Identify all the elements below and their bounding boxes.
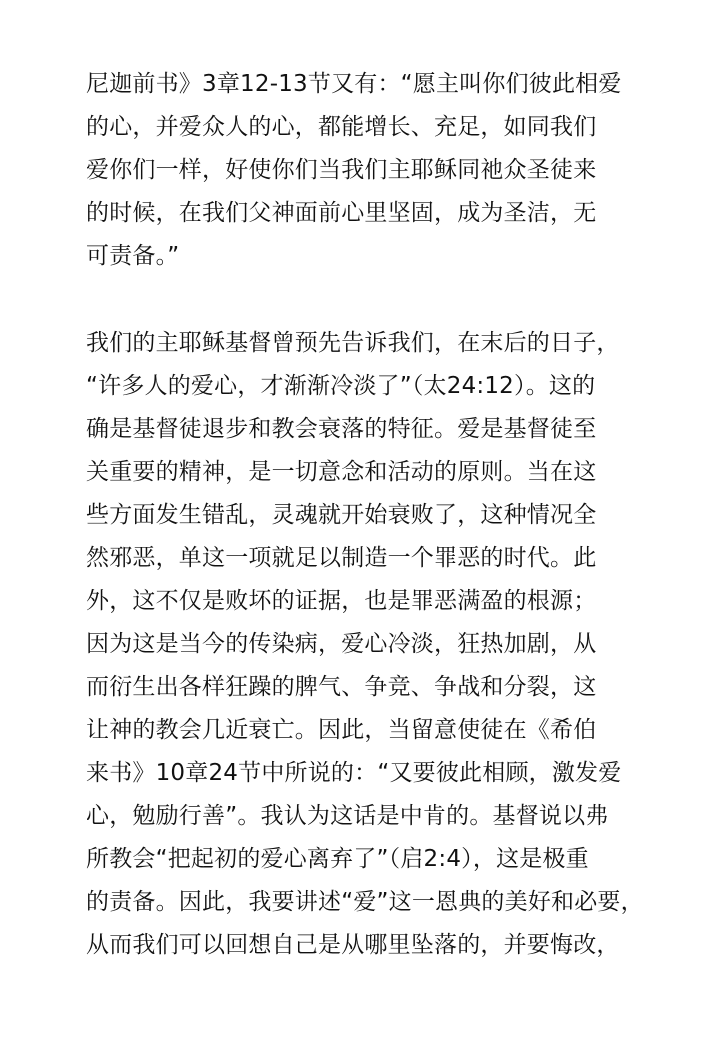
text-line: 所教会“把起初的爱心离弃了”（启2:4），这是极重 (86, 846, 589, 872)
text-line: 的责备。因此，我要讲述“爱”这一恩典的美好和必要， (86, 889, 644, 915)
text-line: 些方面发生错乱，灵魂就开始衰败了，这种情况全 (86, 502, 597, 528)
text-line: 因为这是当今的传染病，爱心冷淡，狂热加剧，从 (86, 631, 597, 657)
text-line: 从而我们可以回想自己是从哪里坠落的，并要悔改， (86, 932, 620, 958)
text-line: 尼迦前书》3章12-13节又有：“愿主叫你们彼此相爱 (86, 71, 622, 97)
text-line: 的时候，在我们父神面前心里坚固，成为圣洁，无 (86, 200, 597, 226)
text-line: 然邪恶，单这一项就足以制造一个罪恶的时代。此 (86, 545, 597, 571)
text-line: 可责备。” (86, 243, 180, 269)
text-line: 我们的主耶稣基督曾预先告诉我们，在末后的日子， (86, 330, 620, 356)
text-line: 心，勉励行善”。我认为这话是中肯的。基督说以弗 (86, 803, 609, 829)
text-line: 外，这不仅是败坏的证据，也是罪恶满盈的根源； (86, 588, 597, 614)
text-line: 的心，并爱众人的心，都能增长、充足，如同我们 (86, 114, 597, 140)
text-line: “许多人的爱心，才渐渐冷淡了”（太24:12）。这的 (86, 373, 596, 399)
text-line: 确是基督徒退步和教会衰落的特征。爱是基督徒至 (86, 416, 597, 442)
text-line: 爱你们一样，好使你们当我们主耶稣同祂众圣徒来 (86, 157, 597, 183)
text-line: 让神的教会几近衰亡。因此，当留意使徒在《希伯 (86, 717, 597, 743)
text-line: 关重要的精神，是一切意念和活动的原则。当在这 (86, 459, 597, 485)
text-line: 而衍生出各样狂躁的脾气、争竞、争战和分裂，这 (86, 674, 597, 700)
text-line: 来书》10章24节中所说的：“又要彼此相顾，激发爱 (86, 760, 622, 786)
